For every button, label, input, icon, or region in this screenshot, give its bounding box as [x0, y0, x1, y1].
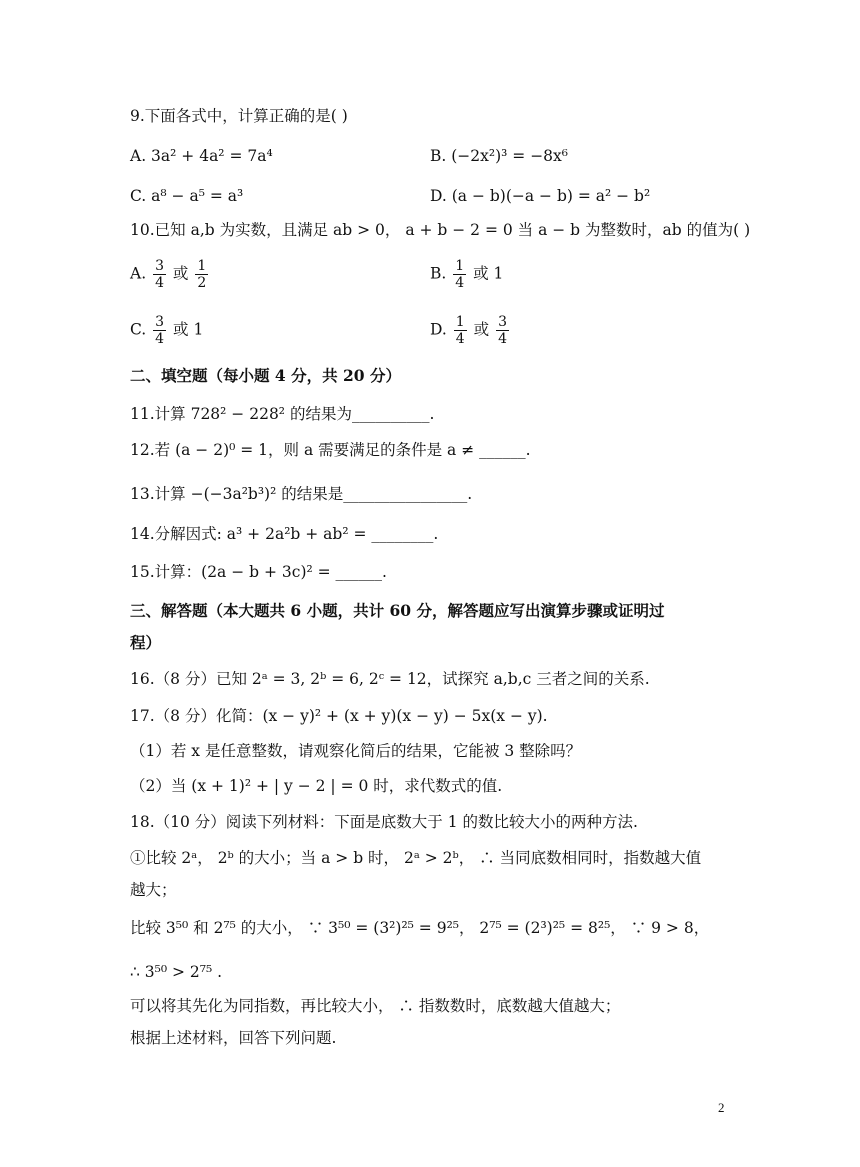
q10-stem: 10.已知 a,b 为实数，且满足 ab > 0， a + b − 2 = 0 当 a − b 为整数时，ab 的值为( ): [130, 221, 751, 239]
q13: 13.计算 −(−3a²b³)² 的结果是________________.: [130, 485, 473, 503]
or-word: 或: [172, 264, 189, 283]
q10-option-c: [130, 314, 203, 347]
q9-stem: 9.下面各式中，计算正确的是( ): [130, 107, 348, 125]
q18-method-2: 比较 3⁵⁰ 和 2⁷⁵ 的大小， ∵ 3⁵⁰ = (3²)²⁵ = 9²⁵， 2⁷⁵ = (2³)²⁵ = 8²⁵， ∵ 9 > 8，: [130, 919, 710, 937]
q18-method-1-cont: 越大；: [130, 881, 177, 899]
option-prefix: A.: [130, 264, 147, 283]
or-word: 或: [473, 320, 490, 339]
option-prefix: D.: [430, 320, 447, 339]
section-3-title-cont: 程）: [130, 633, 162, 652]
fraction: $\frac{3}{4}$: [498, 314, 507, 347]
q18-conclusion: ∴ 3⁵⁰ > 2⁷⁵ .: [130, 963, 223, 981]
q11: 11.计算 728² − 228² 的结果为__________.: [130, 405, 435, 423]
q16: 16.（8 分）已知 2ᵃ = 3, 2ᵇ = 6, 2ᶜ = 12，试探究 a,b,c 三者之间的关系.: [130, 670, 650, 688]
q17: 17.（8 分）化简：(x − y)² + (x + y)(x − y) − 5x(x − y).: [130, 707, 548, 725]
q15: 15.计算：(2a − b + 3c)² = ______.: [130, 563, 387, 581]
q17-part-2: （2）当 (x + 1)² + | y − 2 | = 0 时，求代数式的值.: [130, 777, 503, 795]
q9-option-b: B. (−2x²)³ = −8x⁶: [430, 147, 569, 165]
q18-instruction: 根据上述材料，回答下列问题.: [130, 1029, 337, 1047]
fraction: $\frac{1}{2}$: [197, 258, 207, 291]
q17-part-1: （1）若 x 是任意整数，请观察化简后的结果，它能被 3 整除吗？: [130, 742, 582, 760]
q9-option-a: A. 3a² + 4a² = 7a⁴: [130, 147, 273, 165]
fraction: $\frac{1}{4}$: [455, 258, 465, 291]
q18-summary: 可以将其先化为同指数，再比较大小， ∴ 指数数时，底数越大值越大；: [130, 997, 621, 1015]
q10-option-b: [430, 258, 503, 291]
section-2-title: 二、填空题（每小题 4 分，共 20 分）: [130, 366, 401, 385]
option-prefix: C.: [130, 320, 147, 339]
section-3-title: 三、解答题（本大题共 6 小题，共计 60 分，解答题应写出演算步骤或证明过: [130, 601, 665, 620]
page-number: 2: [718, 1100, 725, 1115]
fraction: $\frac{3}{4}$: [155, 314, 165, 347]
option-rest: 或 1: [173, 320, 204, 339]
q18: 18.（10 分）阅读下列材料：下面是底数大于 1 的数比较大小的两种方法.: [130, 813, 638, 831]
q18-method-1: ①比较 2ᵃ， 2ᵇ 的大小；当 a > b 时， 2ᵃ > 2ᵇ， ∴ 当同底数相同时，指数越大值: [130, 849, 702, 867]
q9-option-d: D. (a − b)(−a − b) = a² − b²: [430, 187, 651, 205]
q9-option-c: C. a⁸ − a⁵ = a³: [130, 187, 244, 205]
fraction: $\frac{1}{4}$: [455, 314, 465, 347]
fraction: $\frac{3}{4}$: [155, 258, 164, 291]
q10-option-d: [430, 314, 511, 347]
q14: 14.分解因式: a³ + 2a²b + ab² = ________.: [130, 525, 439, 543]
q10-option-a: [130, 258, 210, 291]
q12: 12.若 (a − 2)⁰ = 1，则 a 需要满足的条件是 a ≠ ______.: [130, 441, 531, 459]
option-prefix: B.: [430, 264, 447, 283]
option-rest: 或 1: [473, 264, 504, 283]
